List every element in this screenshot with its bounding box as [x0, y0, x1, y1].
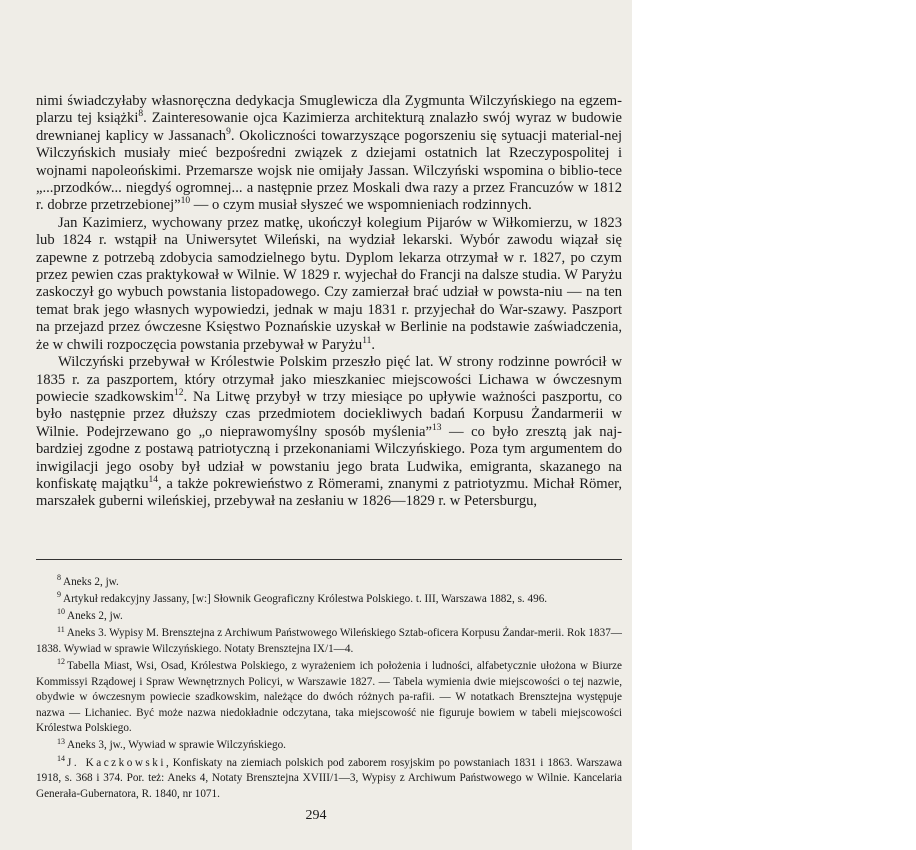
footnote-text: Artykuł redakcyjny Jassany, [w:] Słownik Geograficzny Królestwa Polskiego. t. III, Warszawa 1882, s. 496.	[63, 593, 548, 606]
footnote-number: 14	[57, 753, 65, 763]
text-run: .	[371, 336, 376, 353]
footnote-author-spaced: J. Kaczkowski	[67, 756, 166, 769]
text-run: — co było zresztą jak naj-bardziej zgodne z postawą patriotyczną i przekonaniami Wilczyńskiego. Poza tym argumentem do inwigilacji jego osoby był udział w powstaniu jego brata Ludwika, emigranta, skazanego na konfiskatę majątku	[36, 423, 622, 492]
footnote-ref-12: 12	[174, 388, 184, 399]
footnote-text: Aneks 3, jw., Wywiad w sprawie Wilczyńskiego.	[67, 739, 286, 752]
footnote-separator	[36, 559, 622, 560]
footnote-number: 9	[57, 590, 61, 600]
footnote-13	[36, 738, 622, 754]
text-run: , a także pokrewieństwo z Römerami, znanymi z patriotyzmu. Michał Römer, marszałek guberni wileńskiej, przebywał na zesłaniu w 1826—1829 r. w Petersburgu,	[36, 475, 622, 510]
text-run: Jan Kazimierz, wychowany przez matkę, ukończył kolegium Pijarów w Wiłkomierzu, w 1823 lub 1824 r. wstąpił na Uniwersytet Wileński, na wydział lekarski. Wybór zawodu wiązał się zapewne z potrzebą zdobycia samodzielnego bytu. Dyplom lekarza otrzymał w r. 1827, po czym przez pewien czas praktykował w Wilnie. W 1829 r. wyjechał do Francji na dalsze studia. W Paryżu zaskoczył go wybuch powstania listopadowego. Czy zamierzał brać udział w powsta-niu — na ten temat brak jego własnych wypowiedzi, jednak w maju 1831 r. przyjechał do War-szawy. Paszport na przejazd przez ówczesne Księstwo Poznańskie uzyskał w Berlinie na podstawie zaświadczenia, że w chwili rozpoczęcia powstania przebywał w Paryżu	[36, 214, 622, 353]
footnote-number: 8	[57, 573, 61, 583]
text-run: — o czym musiał słyszeć we wspomnieniach rodzinnych.	[190, 197, 532, 214]
footnote-14	[36, 753, 622, 803]
footnote-number: 11	[57, 624, 65, 634]
text-run: Wilczyński przebywał w Królestwie Polskim przeszło pięć lat. W strony rodzinne powrócił w 1835 r. za paszportem, który otrzymał jako mieszkaniec miejscowości Lichawa w ówczesnym powiecie szadkowskim	[36, 354, 622, 405]
footnotes	[36, 575, 622, 804]
footnote-ref-10: 10	[180, 196, 191, 207]
footnote-ref-11: 11	[362, 335, 372, 346]
footnote-number: 13	[57, 736, 65, 746]
footnote-text: Aneks 2, jw.	[67, 610, 123, 623]
footnote-number: 10	[57, 607, 65, 617]
footnote-text: Aneks 2, jw.	[63, 576, 119, 588]
footnote-12	[36, 659, 622, 737]
footnote-ref-14: 14	[148, 475, 159, 486]
footnote-8	[36, 575, 622, 591]
paragraph-3	[36, 354, 622, 511]
footnote-text: Tabella Miast, Wsi, Osad, Królestwa Polskiego, z wyrażeniem ich położenia i ludności, alfabetycznie ułożona w Biurze Kommissyi Rządowej i Spraw Wewnętrznych Policyi, w Warszawie 1827. — Tabela wymienia dwie miejscowości o tej nazwie, obydwie w ówczesnym powiecie szadkowskim, należące do dwóch różnych pa-rafii. — W notatkach Brensztejna występuje nazwa — Lichaniec. Być może nazwa niedokładnie odczytana, taka miejscowość nie figuruje bowiem w tabeli miejscowości Królestwa Polskiego.	[36, 659, 622, 735]
text-run: nimi świadczyłaby własnoręczna dedykacja Smuglewicza dla Zygmunta Wilczyńskiego na egzem-plarzu tej książki	[36, 93, 622, 127]
footnote-11	[36, 626, 622, 657]
footnote-ref-13: 13	[431, 422, 442, 433]
footnote-9	[36, 592, 622, 608]
footnote-ref-9: 9	[226, 126, 231, 137]
footnote-text: , Konfiskaty na ziemiach polskich pod zaborem rosyjskim po powstaniach 1831 i 1863. Warszawa 1918, s. 368 i 374. Por. też: Aneks 4, Notaty Brensztejna XVIII/1—3, Wypisy z Archiwum Państwowego w Wilnie. Kancelaria Generała-Gubernatora, R. 1840, nr 1071.	[36, 756, 622, 800]
text-run: . Okoliczności towarzyszące pogorszeniu się sytuacji material-nej Wilczyńskich musiały mieć bezpośredni związek z dziejami ostatnich lat Rzeczypospolitej i wojnami napoleońskimi. Przemarsze wojsk nie omijały Jassan. Wilczyński wspomina o biblio-tece „...przodków... niegdyś ogromnej... a następnie przez Moskali dwa razy a przez Francuzów w 1812 r. dobrze przetrzebionej”	[36, 127, 623, 214]
text-run: . Zainteresowanie ojca Kazimierza architekturą znalazło swój wyraz w budowie drewnianej kaplicy w Jassanach	[36, 110, 622, 144]
footnote-10	[36, 609, 622, 625]
paragraph-1	[36, 93, 622, 215]
footnote-text: Aneks 3. Wypisy M. Brensztejna z Archiwum Państwowego Wileńskiego Sztab-oficera Korpusu Żandar-merii. Rok 1837—1838. Wywiad w sprawie Wilczyńskiego. Notaty Brensztejna IX/1—4.	[36, 627, 622, 655]
footnote-number: 12	[57, 657, 65, 667]
paragraph-2	[36, 215, 622, 354]
page-number: 294	[305, 808, 327, 823]
footnote-ref-8: 8	[138, 109, 144, 120]
text-run: . Na Litwę przybył w trzy miesiące po upływie ważności paszportu, co było następnie przez dłuższy czas przedmiotem dociekliwych badań Korpusu Żandarmerii w Wilnie. Podejrzewano go „o nieprawomyślny sposób myślenia”	[36, 388, 622, 440]
body-text	[36, 93, 622, 511]
